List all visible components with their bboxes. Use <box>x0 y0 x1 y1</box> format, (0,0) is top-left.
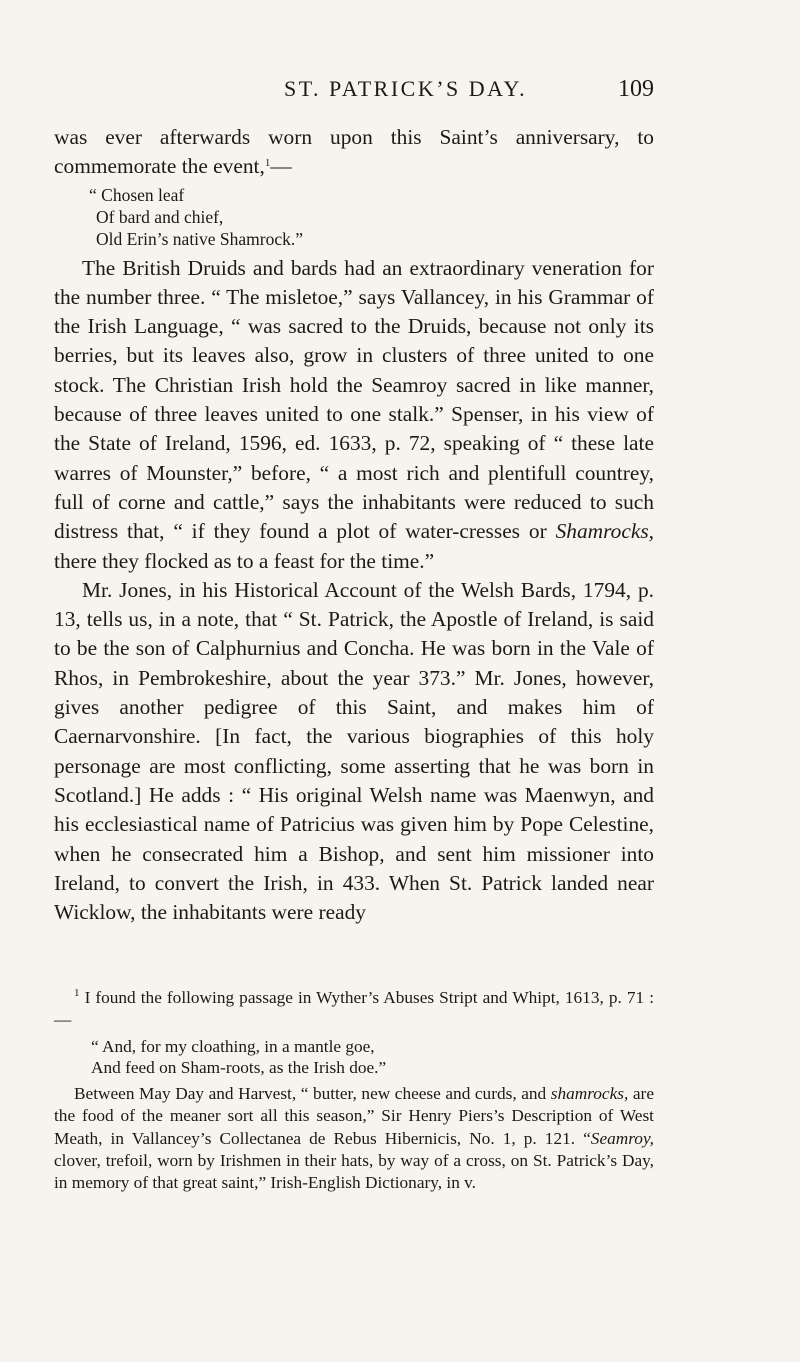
footnote-2-text-b: are the food of the meaner sort all this season,” Sir Henry Piers’s Description of West Meath, in Vallancey’s Collectanea de Rebus Hibernicis, No. 1, p. 121. “ <box>54 1083 654 1148</box>
main-text <box>54 123 654 927</box>
verse-quote <box>54 184 654 250</box>
footnote-2-text-a: Between May Day and Harvest, “ butter, new cheese and curds, and <box>74 1083 547 1103</box>
footnote-ref-1: 1 <box>264 157 271 170</box>
running-head <box>0 76 800 108</box>
verse-line-3: Old Erin’s native Shamrock.” <box>96 228 304 249</box>
paragraph-3: Mr. Jones, in his Historical Account of the Welsh Bards, 1794, p. 13, tells us, in a note, that “ St. Patrick, the Apostle of Ireland, is said to be the son of Calphurnius and Concha. He was born in the Vale of Rhos, in Pembrokeshire, about the year 373.” Mr. Jones, however, gives another pedigree of this Saint, and makes him of Caernarvonshire. [In fact, the various biographies of this holy personage are most conflicting, some asserting that he was born in Scotland.] He adds : “ His original Welsh name was Maenwyn, and his ecclesiastical name of Patricius was given him by Pope Celestine, when he consecrated him a Bishop, and sent him missioner into Ireland, to convert the Irish, in 433. When St. Patrick landed near Wicklow, the inhabitants were ready <box>54 577 654 925</box>
footnotes <box>54 987 654 1195</box>
paragraph-1 <box>54 123 654 182</box>
footnote-2-text-c: clover, trefoil, worn by Irishmen in their hats, by way of a cross, on St. Patrick’s Day, in memory of that great saint,” Irish-English Dictionary, in v. <box>54 1151 654 1193</box>
running-title: ST. PATRICK’S DAY. <box>284 76 528 101</box>
footnote-2 <box>54 1083 654 1195</box>
paragraph-2-text-a: The British Druids and bards had an extraordinary veneration for the number three. “ The misletoe,” says Vallancey, in his Grammar of the Irish Language, “ was sacred to the Druids, because not only its berries, but its leaves also, grow in clusters of three united to one stock. The Christian Irish hold the Seamroy sacred in like manner, because of three leaves united to one stalk.” Spenser, in his view of the State of Ireland, 1596, ed. 1633, p. 72, speaking of “ these late warres of Mounster,” before, “ a most rich and plentifull countrey, full of corne and cattle,” says the inhabitants were reduced to such distress that, “ if they found a plot of water-cresses or <box>54 255 654 544</box>
footnote-1-text: I found the following passage in Wyther’s Abuses Stript and Whipt, 1613, p. 71 : — <box>54 988 654 1030</box>
footnote-2-italic-a: shamrocks, <box>550 1083 629 1103</box>
paragraph-1-dash: — <box>270 154 292 179</box>
footnote-verse-line-2: And feed on Sham-roots, as the Irish doe.” <box>91 1058 387 1078</box>
paragraph-2-text-b: there they flocked as to a feast for the time.” <box>54 548 435 573</box>
footnote-verse <box>54 1036 654 1079</box>
verse-line-2: Of bard and chief, <box>96 206 224 227</box>
footnote-1 <box>54 987 654 1032</box>
paragraph-2-italic: Shamrocks, <box>555 519 654 544</box>
paragraph-1-text: was ever afterwards worn upon this Saint’s anniversary, to commemorate the event, <box>54 125 654 179</box>
verse-line-1: “ Chosen leaf <box>89 184 185 205</box>
page-number: 109 <box>618 76 654 102</box>
paragraph-2 <box>54 254 654 576</box>
footnote-marker-1: 1 <box>74 987 80 999</box>
footnote-2-italic-b: Seamroy, <box>590 1128 654 1148</box>
footnote-verse-line-1: “ And, for my cloathing, in a mantle goe, <box>91 1036 375 1056</box>
